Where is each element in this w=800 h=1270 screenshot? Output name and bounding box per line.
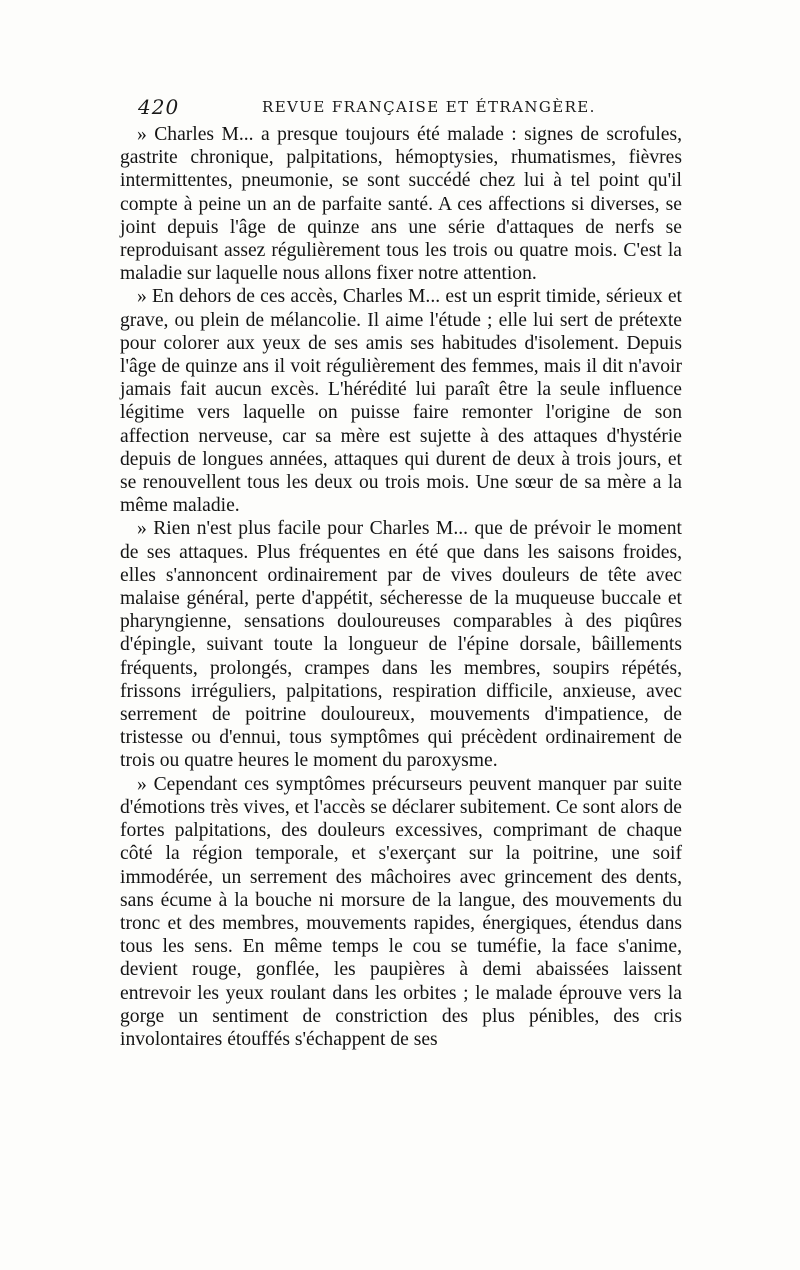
running-title: REVUE FRANÇAISE ET ÉTRANGÈRE. xyxy=(262,98,596,116)
page-header xyxy=(138,95,668,119)
page-number: 420 xyxy=(138,95,180,119)
paragraph: » En dehors de ces accès, Charles M... est un esprit timide, sérieux et grave, ou plein de mélancolie. Il aime l'étude ; elle lui sert de prétexte pour colorer aux yeux de ses amis ses habitudes d'isolement. Depuis l'âge de quinze ans il voit régulièrement des femmes, mais il dit n'avoir jamais fait aucun excès. L'hérédité lui paraît être la seule influence légitime vers laquelle on puisse faire remonter l'origine de son affection nerveuse, car sa mère est sujette à des attaques d'hystérie depuis de longues années, attaques qui durent de deux à trois jours, et se renouvellent tous les deux ou trois mois. Une sœur de sa mère a la même maladie. xyxy=(120,286,682,517)
paragraph: » Cependant ces symptômes précurseurs peuvent manquer par suite d'émotions très vives, et l'accès se déclarer subitement. Ce sont alors de fortes palpitations, des douleurs excessives, comprimant de chaque côté la région temporale, et s'exerçant sur la poitrine, une soif immodérée, un serrement des mâchoires avec grincement des dents, sans écume à la bouche ni morsure de la langue, des mouvements du tronc et des membres, mouvements rapides, énergiques, étendus dans tous les sens. En même temps le cou se tuméfie, la face s'anime, devient rouge, gonflée, les paupières à demi abaissées laissent entrevoir les yeux roulant dans les orbites ; le malade éprouve vers la gorge un sentiment de constriction des plus pénibles, des cris involontaires étouffés s'échappent de ses xyxy=(120,773,682,1050)
body-text xyxy=(120,123,682,1051)
paragraph: » Rien n'est plus facile pour Charles M... que de prévoir le moment de ses attaques. Plus fréquentes en été que dans les saisons froides, elles s'annoncent ordinairement par de vives douleurs de tête avec malaise général, perte d'appétit, sécheresse de la muqueuse buccale et pharyngienne, sensations douloureuses comparables à des piqûres d'épingle, suivant toute la longueur de l'épine dorsale, bâillements fréquents, prolongés, crampes dans les membres, soupirs répétés, frissons irréguliers, palpitations, respiration difficile, anxieuse, avec serrement de poitrine douloureux, mouvements d'impatience, de tristesse ou d'ennui, tous symptômes qui précèdent ordinairement de trois ou quatre heures le moment du paroxysme. xyxy=(120,518,682,772)
paragraph: » Charles M... a presque toujours été malade : signes de scrofules, gastrite chronique, palpitations, hémoptysies, rhumatismes, fièvres intermittentes, pneumonie, se sont succédé chez lui à tel point qu'il compte à peine un an de parfaite santé. A ces affections si diverses, se joint depuis l'âge de quinze ans une série d'attaques de nerfs se reproduisant assez régulièrement tous les trois ou quatre mois. C'est la maladie sur laquelle nous allons fixer notre attention. xyxy=(120,124,682,285)
